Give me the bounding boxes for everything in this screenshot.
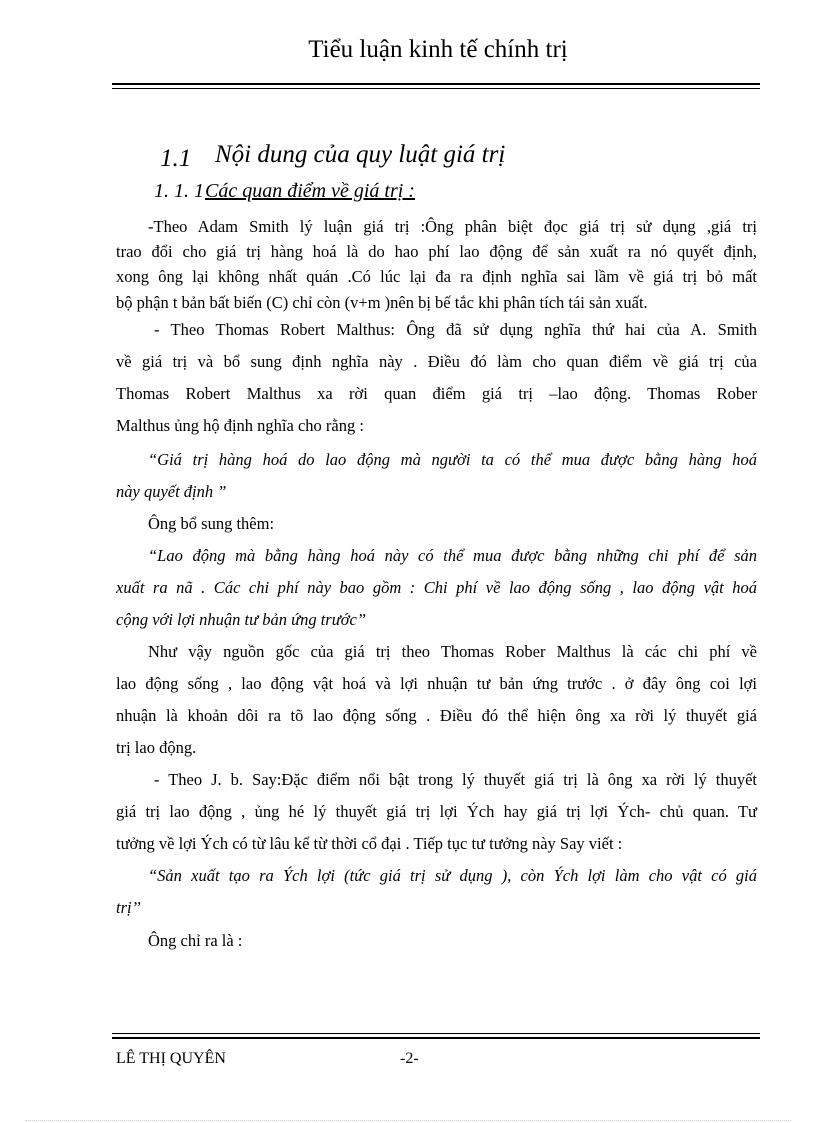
body-line: -Theo Adam Smith lý luận giá trị :Ông phân biệt đọc giá trị sử dụng ,giá trị xyxy=(148,217,757,236)
body-line: trị lao động. xyxy=(116,738,197,757)
quote-line: cộng với lợi nhuận tư bản ứng trước” xyxy=(116,610,367,629)
page-bottom-dotted-edge xyxy=(25,1120,791,1121)
body-line: - Theo J. b. Say:Đặc điểm nổi bật trong lý thuyết giá trị là ông xa rời lý thuyết xyxy=(154,770,757,789)
body-line: - Theo Thomas Robert Malthus: Ông đã sử dụng nghĩa thứ hai của A. Smith xyxy=(154,320,757,339)
footer-page-number: -2- xyxy=(400,1050,419,1067)
section-number: 1.1 xyxy=(160,145,192,172)
quote-line: “Giá trị hàng hoá do lao động mà người ta có thể mua được bằng hàng hoá xyxy=(148,450,757,469)
footer-rule-top xyxy=(112,1033,760,1034)
body-line: Thomas Robert Malthus xa rời quan điểm giá trị –lao động. Thomas Rober xyxy=(116,384,757,403)
section-title: Nội dung của quy luật giá trị xyxy=(215,141,506,168)
body-line: bộ phận t bản bất biến (C) chỉ còn (v+m )nên bị bế tắc khi phân tích tái sản xuất. xyxy=(116,293,648,312)
body-line: tưởng về lợi Ých có từ lâu kể từ thời cổ đại . Tiếp tục tư tưởng này Say viết : xyxy=(116,834,623,853)
body-line: Malthus ủng hộ định nghĩa cho rằng : xyxy=(116,416,364,435)
body-line: lao động sống , lao động vật hoá và lợi nhuận tư bản ứng trước . ở đây ông coi lợi xyxy=(116,674,757,693)
header-rule-bottom xyxy=(112,88,760,89)
body-line: giá trị lao động , ủng hé lý thuyết giá trị lợi Ých hay giá trị lợi Ých- chủ quan. Tư xyxy=(116,802,757,821)
footer-author: LÊ THỊ QUYÊN xyxy=(116,1050,226,1067)
body-line: xong ông lại không nhất quán .Có lúc lại đa ra định nghĩa sai lầm về giá trị bỏ mất xyxy=(116,267,757,286)
quote-line: “Lao động mà bằng hàng hoá này có thể mua được bằng những chi phí để sản xyxy=(148,546,757,565)
subsection-number: 1. 1. 1 xyxy=(154,180,204,202)
body-line: Như vậy nguồn gốc của giá trị theo Thomas Rober Malthus là các chi phí về xyxy=(148,642,757,661)
body-line: về giá trị và bổ sung định nghĩa này . Điều đó làm cho quan điểm về giá trị của xyxy=(116,352,757,371)
body-line: trao đổi cho giá trị hàng hoá là do hao phí lao động để sản xuất ra nó quyết định, xyxy=(116,242,757,261)
body-line: Ông bổ sung thêm: xyxy=(148,514,275,533)
quote-line: trị’’ xyxy=(116,898,141,917)
quote-line: xuất ra nã . Các chi phí này bao gồm : Chi phí về lao động sống , lao động vật hoá xyxy=(116,578,757,597)
page-header-title: Tiểu luận kinh tế chính trị xyxy=(308,36,568,63)
subsection-title: Các quan điểm về giá trị : xyxy=(205,180,415,202)
body-line: nhuận là khoản dôi ra tõ lao động sống . Điều đó thể hiện ông xa rời lý thuyết giá xyxy=(116,706,757,725)
footer-rule-bottom xyxy=(112,1037,760,1039)
quote-line: “Sản xuất tạo ra Ých lợi (tức giá trị sử dụng ), còn Ých lợi làm cho vật có giá xyxy=(148,866,757,885)
quote-line: này quyết định ” xyxy=(116,482,227,501)
header-rule-top xyxy=(112,83,760,85)
body-line: Ông chỉ ra là : xyxy=(148,931,243,950)
